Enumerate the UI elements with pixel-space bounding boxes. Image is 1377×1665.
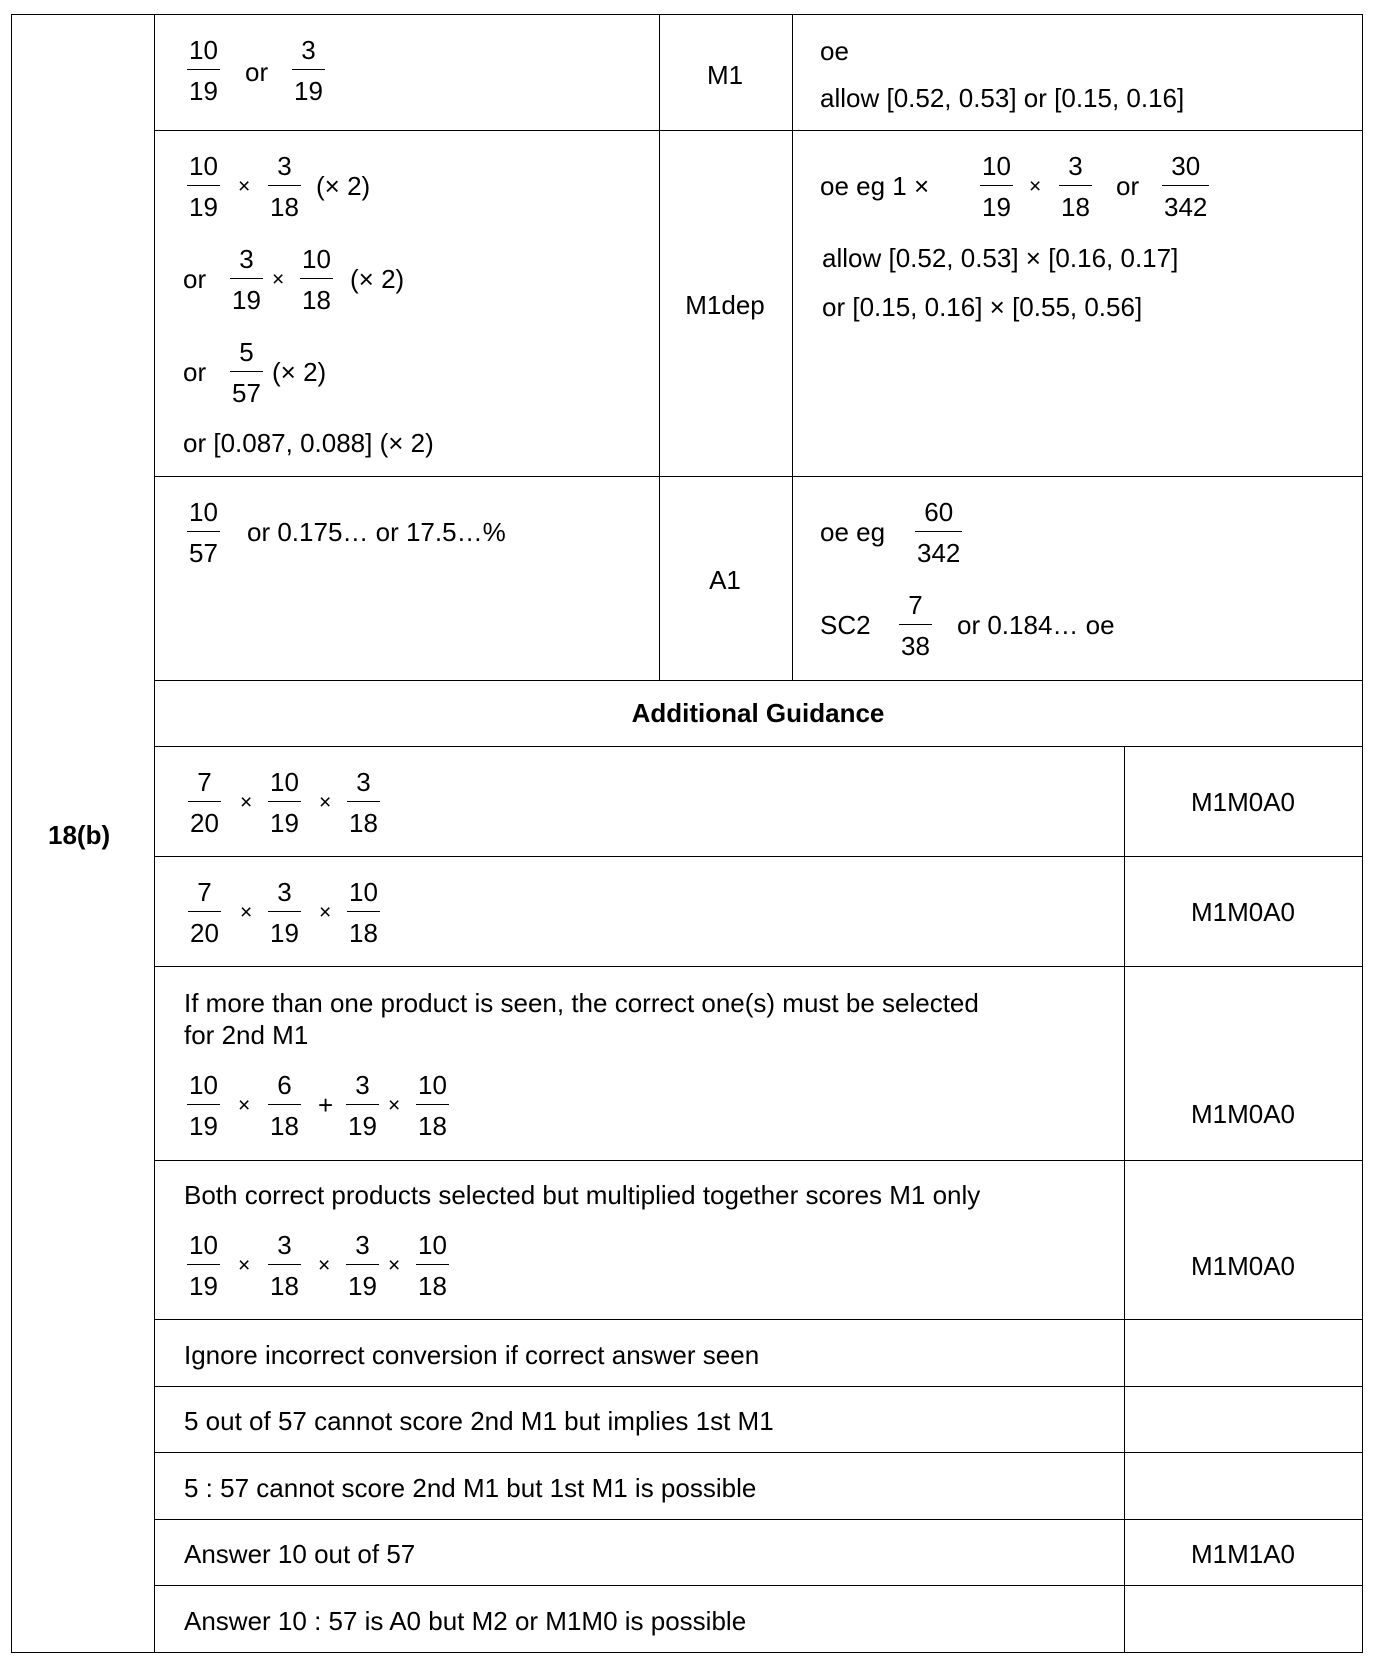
comment-text: oe eg 1 × — [820, 171, 930, 201]
mark-code: M1 — [706, 60, 744, 90]
comment-text: oe — [820, 36, 849, 66]
fraction: 10 19 — [189, 1230, 218, 1301]
comment-text: allow [0.52, 0.53] × [0.16, 0.17] — [822, 243, 1179, 273]
times-two: (× 2) — [272, 357, 327, 387]
row-divider — [154, 746, 1362, 747]
guidance-title: Additional Guidance — [631, 698, 885, 728]
fraction: 3 19 — [294, 35, 323, 106]
times-sign: × — [319, 901, 332, 924]
mark-code: A1 — [709, 565, 741, 595]
fraction: 6 18 — [270, 1070, 299, 1141]
fraction: 10 19 — [982, 151, 1011, 222]
column-divider — [154, 14, 155, 1652]
fraction: 30 342 — [1164, 151, 1208, 222]
guidance-mark: M1M0A0 — [1190, 1099, 1296, 1129]
fraction: 7 20 — [190, 877, 219, 948]
times-sign: × — [240, 791, 253, 814]
fraction: 7 20 — [190, 767, 219, 838]
fraction: 3 18 — [270, 1230, 299, 1301]
or-text: or — [183, 264, 207, 294]
fraction: 10 18 — [418, 1230, 447, 1301]
fraction: 10 19 — [189, 35, 218, 106]
guidance-text: for 2nd M1 — [184, 1020, 309, 1050]
fraction: 7 38 — [901, 590, 930, 661]
fraction: 3 19 — [348, 1230, 377, 1301]
row-divider — [154, 1519, 1362, 1520]
times-sign: × — [272, 268, 285, 291]
row-divider — [154, 966, 1362, 967]
fraction: 3 18 — [270, 151, 299, 222]
times-sign: × — [1029, 175, 1042, 198]
times-sign: × — [238, 1094, 251, 1117]
guidance-text: Both correct products selected but multiplied together scores M1 only — [184, 1180, 981, 1210]
guidance-text: If more than one product is seen, the correct one(s) must be selected — [184, 988, 979, 1018]
comment-text: oe eg — [820, 517, 886, 547]
row-divider — [154, 856, 1362, 857]
answer-text: or 0.175… or 17.5…% — [247, 517, 506, 547]
question-number: 18(b) — [48, 820, 111, 850]
guidance-text: 5 : 57 cannot score 2nd M1 but 1st M1 is possible — [184, 1473, 757, 1503]
fraction: 3 18 — [1061, 151, 1090, 222]
times-two: (× 2) — [316, 171, 371, 201]
fraction: 10 57 — [189, 497, 218, 568]
column-divider — [1124, 746, 1125, 1652]
comment-text: SC2 — [820, 610, 871, 640]
times-sign: × — [238, 175, 251, 198]
guidance-mark: M1M0A0 — [1190, 787, 1296, 817]
table-border-right — [1362, 14, 1363, 1652]
row-divider — [154, 1319, 1362, 1320]
guidance-mark: M1M0A0 — [1190, 897, 1296, 927]
column-divider — [659, 14, 660, 680]
row-divider — [154, 1160, 1362, 1161]
comment-text: or 0.184… oe — [957, 610, 1115, 640]
mark-code: M1dep — [685, 290, 765, 320]
row-divider — [154, 1585, 1362, 1586]
fraction: 10 19 — [189, 1070, 218, 1141]
times-sign: × — [318, 1254, 331, 1277]
fraction: 3 19 — [348, 1070, 377, 1141]
answer-text: or [0.087, 0.088] (× 2) — [183, 428, 434, 458]
times-sign: × — [388, 1254, 401, 1277]
or-text: or — [245, 57, 269, 87]
or-text: or — [1116, 171, 1140, 201]
row-divider — [154, 476, 1362, 477]
column-divider — [792, 14, 793, 680]
row-divider — [154, 680, 1362, 681]
guidance-text: Answer 10 : 57 is A0 but M2 or M1M0 is possible — [184, 1606, 747, 1636]
guidance-text: Ignore incorrect conversion if correct answer seen — [184, 1340, 760, 1370]
row-divider — [154, 1452, 1362, 1453]
comment-text: allow [0.52, 0.53] or [0.15, 0.16] — [820, 83, 1185, 113]
fraction: 10 18 — [418, 1070, 447, 1141]
or-text: or — [183, 357, 207, 387]
fraction: 3 19 — [232, 244, 261, 315]
fraction: 5 57 — [232, 337, 261, 408]
times-sign: × — [388, 1094, 401, 1117]
guidance-mark: M1M0A0 — [1190, 1251, 1296, 1281]
fraction: 10 19 — [189, 151, 218, 222]
row-divider — [154, 1386, 1362, 1387]
table-border-left — [11, 14, 12, 1652]
times-sign: × — [240, 901, 253, 924]
fraction: 10 19 — [270, 767, 299, 838]
fraction: 10 18 — [349, 877, 378, 948]
comment-text: or [0.15, 0.16] × [0.55, 0.56] — [822, 292, 1143, 322]
table-border-top — [11, 14, 1363, 15]
times-sign: × — [238, 1254, 251, 1277]
guidance-mark: M1M1A0 — [1190, 1539, 1296, 1569]
table-border-bottom — [11, 1652, 1363, 1653]
row-divider — [154, 130, 1362, 131]
fraction: 10 18 — [302, 244, 331, 315]
times-two: (× 2) — [350, 264, 405, 294]
plus-sign: + — [318, 1090, 334, 1120]
fraction: 3 18 — [349, 767, 378, 838]
fraction: 3 19 — [270, 877, 299, 948]
guidance-text: 5 out of 57 cannot score 2nd M1 but implies 1st M1 — [184, 1406, 774, 1436]
guidance-text: Answer 10 out of 57 — [184, 1539, 416, 1569]
times-sign: × — [319, 791, 332, 814]
fraction: 60 342 — [917, 497, 961, 568]
